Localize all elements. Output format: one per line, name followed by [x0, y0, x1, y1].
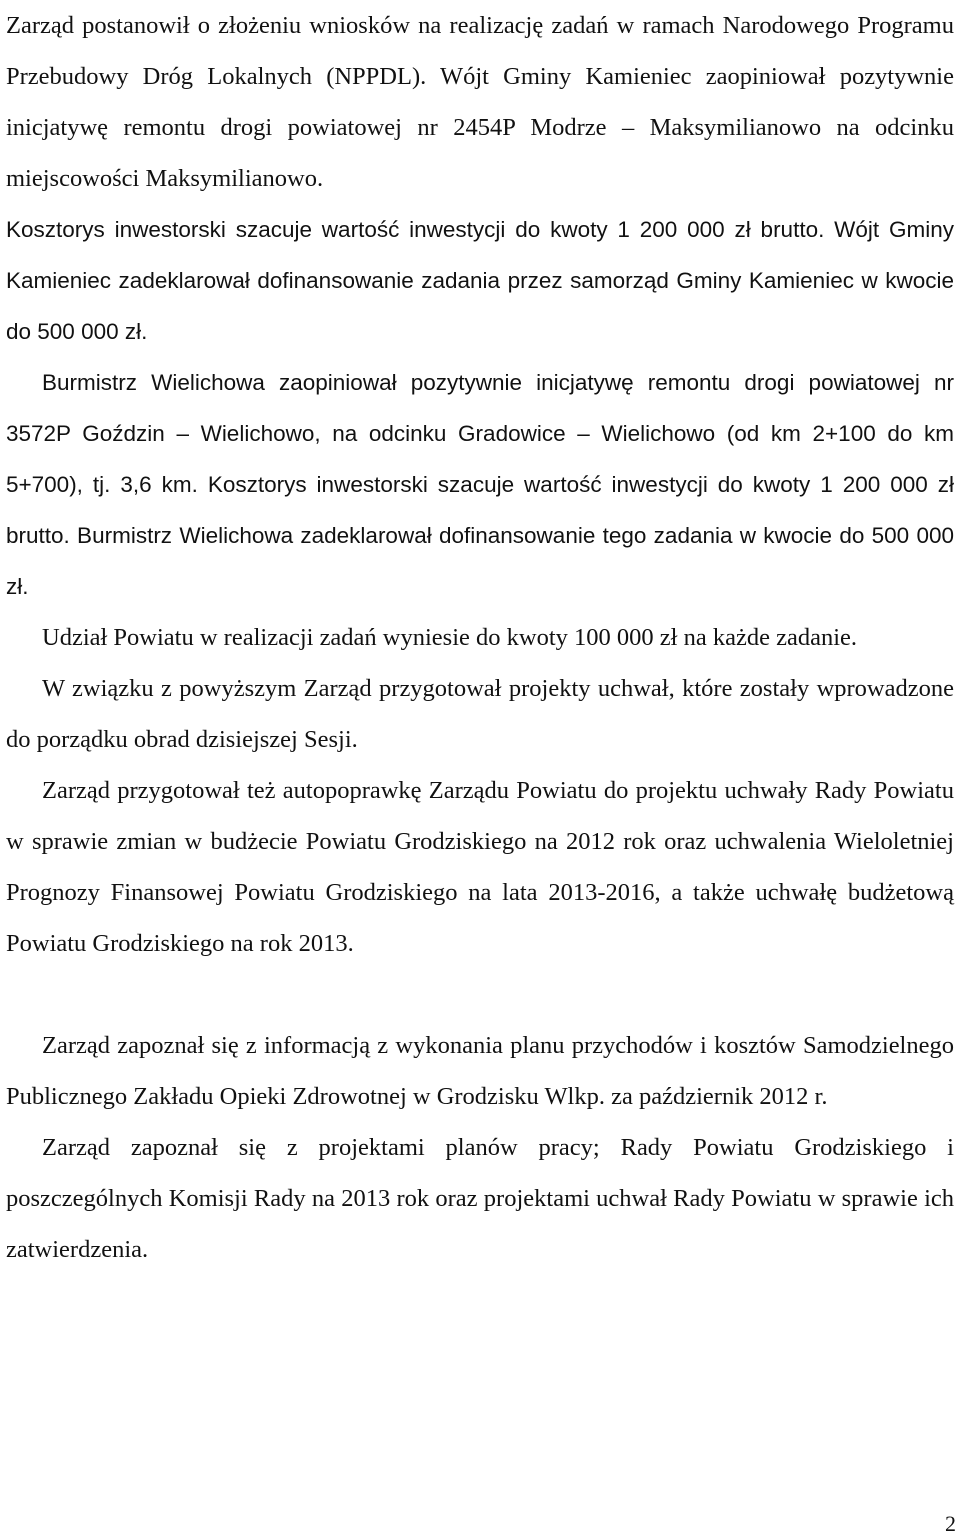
document-page	[6, 0, 954, 1275]
paragraph-resolutions: W związku z powyższym Zarząd przygotował projekty uchwał, które zostały wprowadzone do porządku obrad dzisiejszej Sesji.	[6, 675, 954, 753]
paragraph-nppdl-kamieniec: Zarząd postanowił o złożeniu wniosków na realizację zadań w ramach Narodowego Programu Przebudowy Dróg Lokalnych (NPPDL). Wójt Gminy Kamieniec zaopiniował pozytywnie inicjatywę remontu drogi powiatowej nr 2454P Modrze – Maksymilianowo na odcinku miejscowości Maksymilianowo.	[6, 12, 954, 192]
paragraph-hospital-report: Zarząd zapoznał się z informacją z wykonania planu przychodów i kosztów Samodzielnego Publicznego Zakładu Opieki Zdrowotnej w Grodzisku Wlkp. za październik 2012 r.	[6, 1032, 954, 1110]
paragraph-county-share: Udział Powiatu w realizacji zadań wyniesie do kwoty 100 000 zł na każde zadanie.	[42, 624, 858, 651]
paragraph-wielichowo: Burmistrz Wielichowa zaopiniował pozytywnie inicjatywę remontu drogi powiatowej nr 3572P Goździn – Wielichowo, na odcinku Gradowice – Wielichowo (od km 2+100 do km 5+700), tj. 3,6 km. Kosztorys inwestorski szacuje wartość inwestycji do kwoty 1 200 000 zł brutto. Burmistrz Wielichowa zadeklarował dofinansowanie tego zadania w kwocie do 500 000 zł.	[6, 370, 954, 599]
page-number: 2	[945, 1511, 956, 1536]
paragraph-gap	[6, 969, 954, 1020]
paragraph-budget-amendment: Zarząd przygotował też autopoprawkę Zarządu Powiatu do projektu uchwały Rady Powiatu w sprawie zmian w budżecie Powiatu Grodziskiego na 2012 rok oraz uchwalenia Wieloletniej Prognozy Finansowej Powiatu Grodziskiego na lata 2013-2016, a także uchwałę budżetową Powiatu Grodziskiego na rok 2013.	[6, 777, 954, 957]
paragraph-work-plans: Zarząd zapoznał się z projektami planów pracy; Rady Powiatu Grodziskiego i poszczególnych Komisji Rady na 2013 rok oraz projektami uchwał Rady Powiatu w sprawie ich zatwierdzenia.	[6, 1134, 954, 1263]
paragraph-kamieniec-cost: Kosztorys inwestorski szacuje wartość inwestycji do kwoty 1 200 000 zł brutto. Wójt Gminy Kamieniec zadeklarował dofinansowanie zadania przez samorząd Gminy Kamieniec w kwocie do 500 000 zł.	[6, 217, 954, 344]
